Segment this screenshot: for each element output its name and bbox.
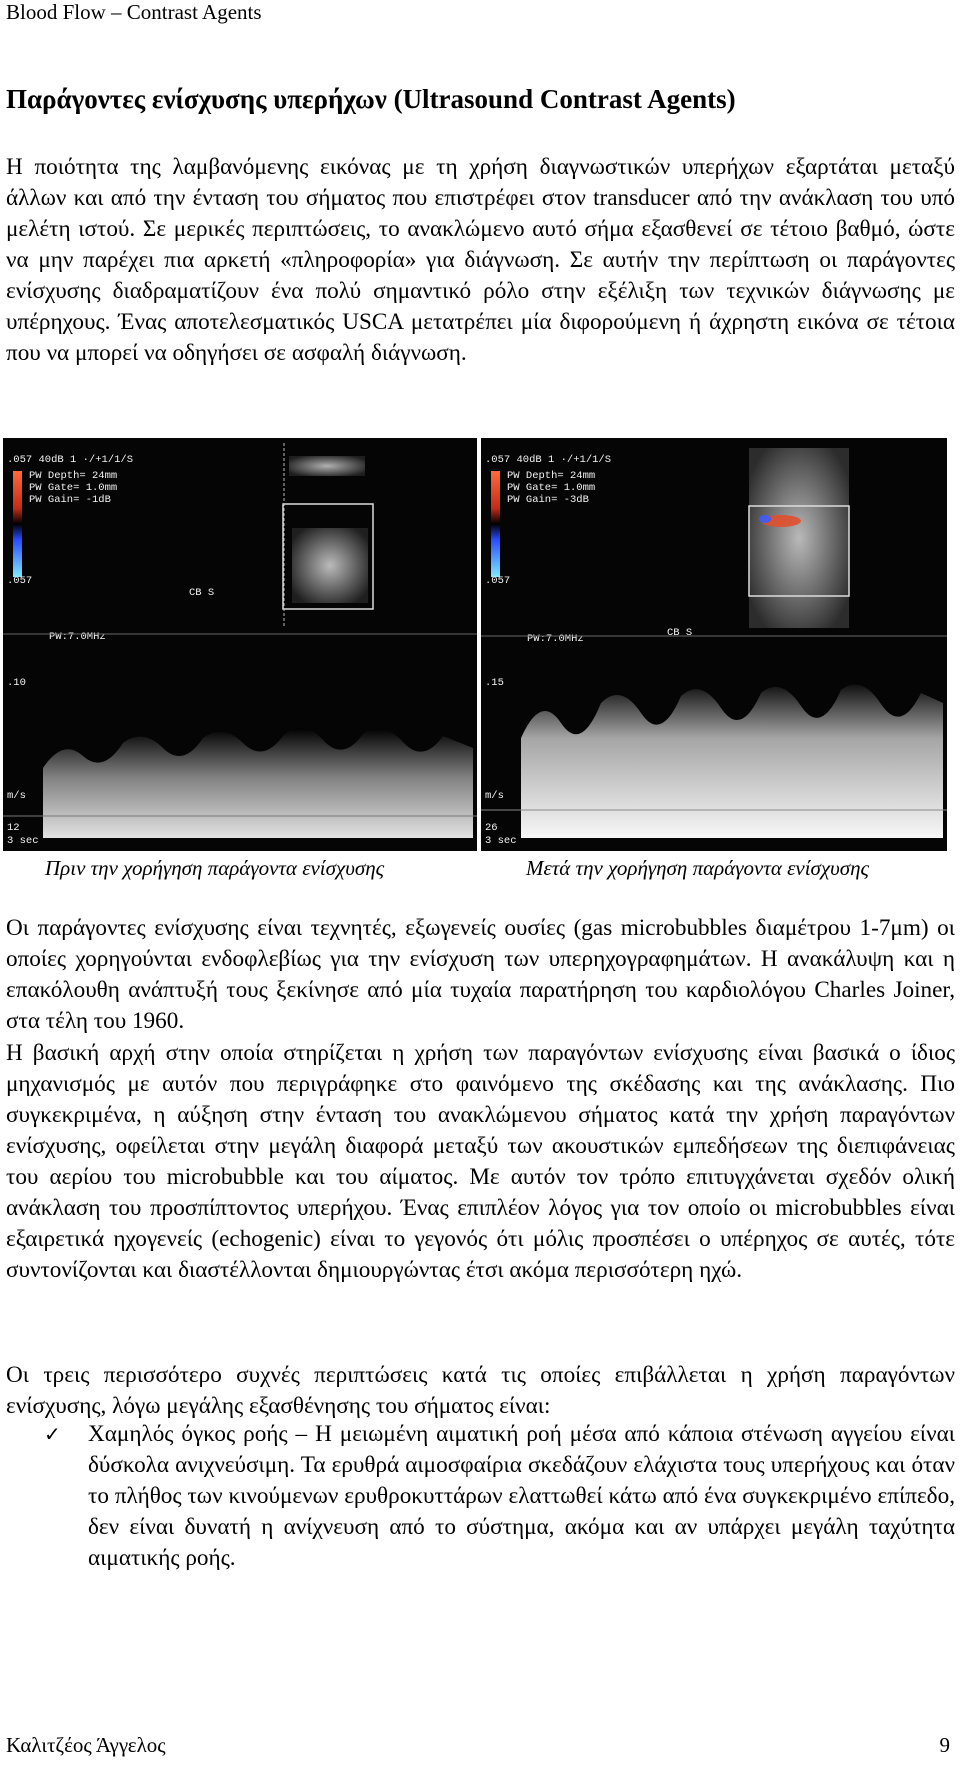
svg-text:PW:7.0MHz: PW:7.0MHz	[527, 633, 584, 645]
intro-paragraph: Η ποιότητα της λαμβανόμενης εικόνας με τη χρήση διαγνωστικών υπερήχων εξαρτάται μεταξύ άλλων και από την ένταση του σήματος που επιστρέφει στον transducer από την ανάκλαση του υπό μελέτη ιστού. Σε μερικές περιπτώσεις, το ανακλώμενο αυτό σήμα εξασθενεί σε τέτοιο βαθμό, ώστε να μην παρέχει πια αρκετή «πληροφορία» για διάγνωση. Σε αυτήν την περίπτωση οι παράγοντες ενίσχυσης διαδραματίζουν ένα πολύ σημαντικό ρόλο στην εξέλιξη των τεχνικών διάγνωσης με υπέρηχους. Ένας αποτελεσματικός USCA μετατρέπει μία διφορούμενη ή άχρηστη εικόνα σε τέτοια που να μπορεί να οδηγήσει σε ασφαλή διάγνωση.	[6, 154, 955, 366]
list-item	[6, 1419, 955, 1574]
svg-text:.15: .15	[485, 677, 504, 689]
ultrasound-image-before	[3, 438, 477, 851]
svg-text:.057: .057	[485, 575, 511, 587]
svg-text:m/s: m/s	[7, 790, 26, 802]
svg-text:3 sec: 3 sec	[7, 835, 39, 847]
ultrasound-image-after	[481, 438, 947, 851]
svg-text:12: 12	[7, 822, 20, 834]
svg-text:26: 26	[485, 822, 498, 834]
cases-intro-paragraph: Οι τρεις περισσότερο συχνές περιπτώσεις κατά τις οποίες επιβάλλεται η χρήση παραγόντων ενίσχυσης, λόγω μεγάλης εξασθένησης του σήματος είναι:	[6, 1362, 955, 1419]
list-item-text: Χαμηλός όγκος ροής – Η μειωμένη αιματική ροή μέσα από κάποια στένωση αγγείου είναι δύσκολα ανιχνεύσιμη. Τα ερυθρά αιμοσφαίρια σκεδάζουν ελάχιστα τους υπερήχους και όταν το πλήθος των κινούμενων ερυθροκυττάρων ελαττωθεί κάτω από ένα συγκεκριμένο επίπεδο, δεν είναι δυνατή η ανίχνευση από το σύστημα, ακόμα και αν υπάρχει μεγάλη ταχύτητα αιματικής ροής.	[88, 1421, 955, 1571]
cases-list	[6, 1419, 955, 1574]
ultrasound-before-graphic	[3, 438, 477, 851]
color-scale-bar	[13, 471, 22, 577]
svg-text:.057: .057	[7, 575, 33, 587]
svg-text:PW Gate= 1.0mm: PW Gate= 1.0mm	[29, 482, 118, 494]
principle-paragraph: Η βασική αρχή στην οποία στηρίζεται η χρήση των παραγόντων ενίσχυσης είναι βασικά ο ίδιος μηχανισμός με αυτόν που περιγράφηκε στο φαινόμενο της σκέδασης και της ανάκλασης. Πιο συγκεκριμένα, η αύξηση στην ένταση του ανακλώμενου σήματος κατά την χρήση παραγόντων ενίσχυσης, οφείλεται στην μεγάλη διαφορά μεταξύ των ακουστικών εμπεδήσεων της διεπιφάνειας του αερίου του microbubble και του αίματος. Με αυτόν τον τρόπο επιτυγχάνεται σχεδόν ολική ανάκλαση του προσπίπτοντος υπερήχου. Ένας επιπλέον λόγος για τον οποίο οι microbubbles είναι εξαιρετικά ηχογενείς (echogenic) είναι το γεγονός ότι μόλις προσπέσει ο υπέρηχος σε αυτές, τότε συντονίζονται και διαστέλλονται δημιουργώντας έτσι ακόμα περισσότερη ηχώ.	[6, 1040, 955, 1283]
running-header: Blood Flow – Contrast Agents	[6, 0, 262, 24]
svg-text:.057 40dB 1 ·/+1/1/S: .057 40dB 1 ·/+1/1/S	[7, 454, 134, 466]
figure-caption-after: Μετά την χορήγηση παράγοντα ενίσχυσης	[526, 856, 870, 880]
svg-text:PW Depth= 24mm: PW Depth= 24mm	[29, 470, 118, 482]
svg-text:PW Depth= 24mm: PW Depth= 24mm	[507, 470, 596, 482]
svg-text:PW Gate= 1.0mm: PW Gate= 1.0mm	[507, 482, 596, 494]
figure-caption-before: Πριν την χορήγηση παράγοντα ενίσχυσης	[45, 856, 385, 880]
svg-text:PW:7.0MHz: PW:7.0MHz	[49, 631, 106, 643]
svg-text:.057 40dB 1 ·/+1/1/S: .057 40dB 1 ·/+1/1/S	[485, 454, 612, 466]
section-title: Παράγοντες ενίσχυσης υπερήχων (Ultrasound Contrast Agents)	[6, 84, 736, 114]
svg-text:m/s: m/s	[485, 790, 504, 802]
definition-paragraph: Οι παράγοντες ενίσχυσης είναι τεχνητές, εξωγενείς ουσίες (gas microbubbles διαμέτρου 1-7μm) οι οποίες χορηγούνται ενδοφλεβίως για την ενίσχυση των υπερηχογραφημάτων. Η ανακάλυψη και η επακόλουθη ανάπτυξή τους ξεκίνησε από μία τυχαία παρατήρηση του καρδιολόγου Charles Joiner, στα τέλη του 1960.	[6, 915, 955, 1034]
svg-text:.10: .10	[7, 677, 26, 689]
svg-text:CB S: CB S	[189, 587, 215, 599]
check-icon: ✓	[44, 1422, 61, 1446]
svg-text:PW Gain= -1dB: PW Gain= -1dB	[29, 494, 111, 506]
svg-text:CB S: CB S	[667, 627, 693, 639]
svg-text:3 sec: 3 sec	[485, 835, 517, 847]
ultrasound-after-graphic	[481, 438, 947, 851]
svg-text:PW Gain= -3dB: PW Gain= -3dB	[507, 494, 589, 506]
page-number: 9	[939, 1733, 950, 1757]
color-scale-bar	[491, 471, 500, 577]
footer-author: Καλιτζέος Άγγελος	[6, 1733, 166, 1757]
